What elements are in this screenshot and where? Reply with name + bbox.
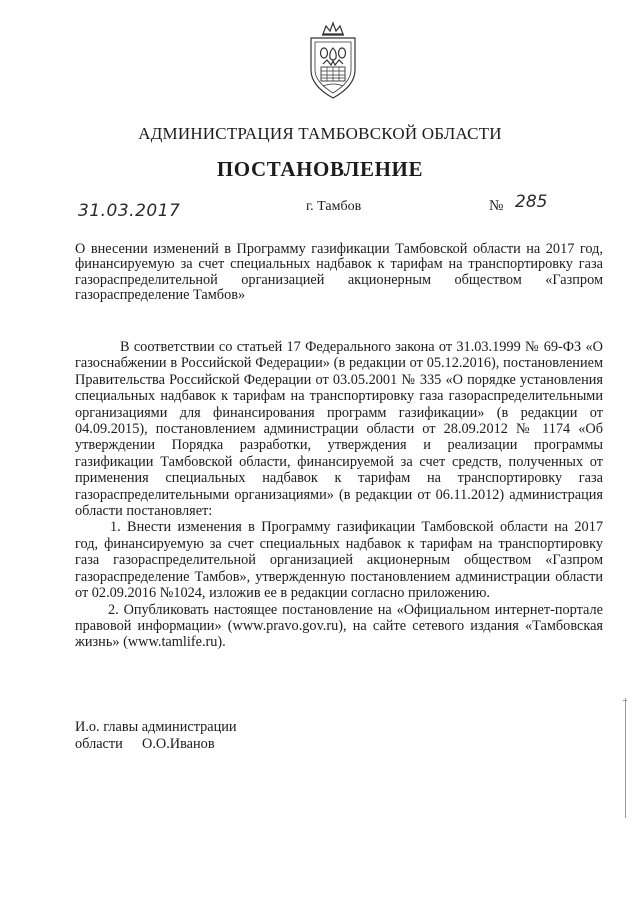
preamble-paragraph: В соответствии со статьей 17 Федерального закона от 31.03.1999 № 69-ФЗ «О газоснабжении в Российской Федерации» (в редакции от 05.12.2016), постановлением Правительства Российской Федерации от 03.05.2001 № 335 «О порядке установления специальных надбавок к тарифам на транспортировку газа газораспределительными организациями для финансирования программ газификации» (в редакции от 04.09.2015), постановлением администрации области от 28.09.2012 № 1174 «Об утверждении Порядка разработки, утверждения и реализации программы газификации Тамбовской области, финансируемой за счет средств, полученных от применения специальных надбавок к тарифам на транспортировку газа газораспределительными организациями» (в редакции от 06.11.2012) администрация области постановляет: — [75, 339, 603, 520]
signatory-position-line1: И.о. главы администрации — [75, 719, 237, 735]
document-body — [75, 339, 603, 651]
document-type: ПОСТАНОВЛЕНИЕ — [216, 157, 424, 181]
margin-line — [625, 698, 626, 818]
document-subject: О внесении изменений в Программу газификации Тамбовской области на 2017 год, финансируемую за счет специальных надбавок к тарифам на транспортировку газа газораспределительной организацией акционерным обществом «Газпром газораспределение Тамбов» — [75, 241, 603, 304]
signature-block — [75, 719, 237, 752]
resolution-item-1: 1. Внести изменения в Программу газификации Тамбовской области на 2017 год, финансируемую за счет специальных надбавок к тарифам на транспортировку газа газораспределительной организацией акционерным обществом «Газпром газораспределение Тамбов», утвержденную постановлением администрации области от 02.09.2016 №1024, изложив ее в редакции согласно приложению. — [75, 519, 603, 602]
place-of-issue: г. Тамбов — [306, 199, 362, 214]
resolution-item-2: 2. Опубликовать настоящее постановление на «Официальном интернет-портале правовой информации» (www.pravo.gov.ru), на сайте сетевого издания «Тамбовская жизнь» (www.tamlife.ru). — [75, 601, 603, 651]
signatory-name: О.О.Иванов — [142, 735, 215, 752]
coat-of-arms-icon — [303, 20, 363, 102]
handwritten-number: 285 — [515, 192, 548, 212]
number-sign: № — [489, 198, 504, 214]
signatory-position-line2: области — [75, 735, 123, 752]
organization-title: АДМИНИСТРАЦИЯ ТАМБОВСКОЙ ОБЛАСТИ — [138, 124, 502, 143]
handwritten-date: 31.03.2017 — [78, 201, 181, 221]
